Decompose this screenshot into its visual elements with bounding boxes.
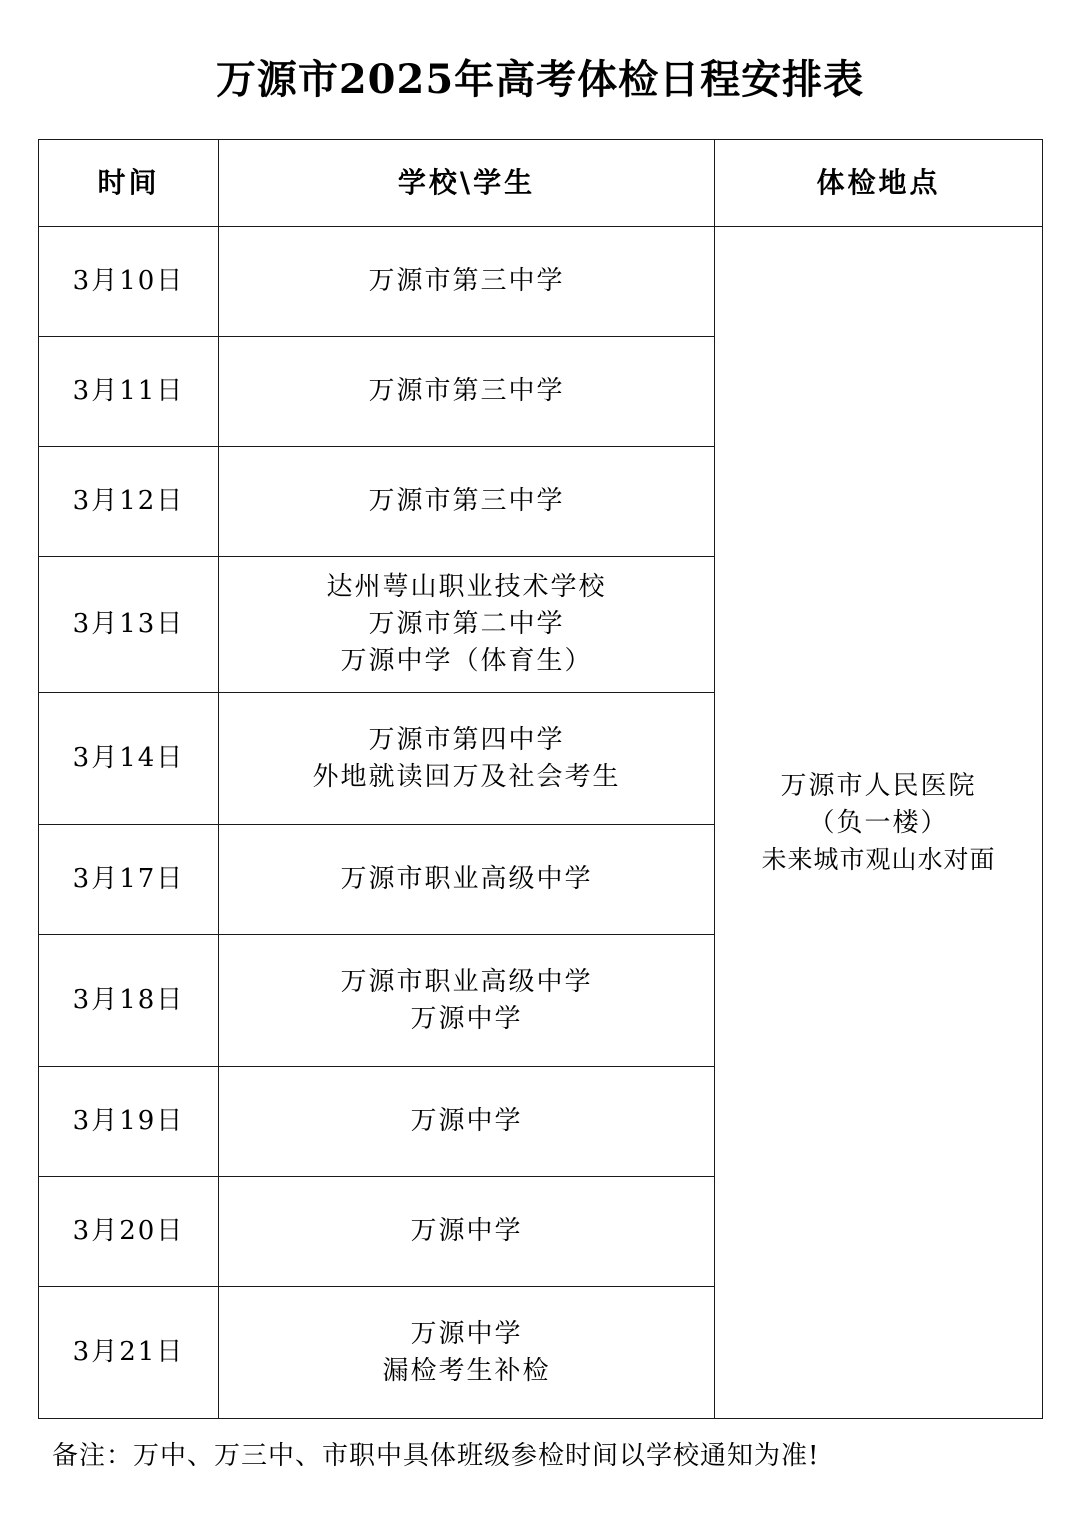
cell-time: 3月14日 — [39, 693, 219, 825]
cell-school — [219, 1287, 715, 1419]
cell-school-line: 漏检考生补检 — [382, 1355, 551, 1386]
cell-school — [219, 447, 715, 557]
cell-school — [219, 693, 715, 825]
schedule-table — [38, 139, 1043, 1419]
cell-time: 3月13日 — [39, 557, 219, 693]
cell-time: 3月10日 — [39, 227, 219, 337]
table-body — [39, 227, 1043, 1419]
cell-school-line: 万源中学 — [410, 1318, 523, 1349]
cell-school-line: 万源市第二中学 — [368, 609, 565, 640]
column-header-school: 学校\学生 — [219, 140, 715, 227]
column-header-place: 体检地点 — [715, 140, 1043, 227]
cell-time: 3月20日 — [39, 1177, 219, 1287]
cell-school-line: 万源中学 — [410, 1106, 523, 1137]
cell-time: 3月17日 — [39, 825, 219, 935]
cell-school-line: 万源市职业高级中学 — [340, 966, 593, 997]
column-header-time: 时间 — [39, 140, 219, 227]
page-title: 万源市2025年高考体检日程安排表 — [215, 56, 865, 103]
table-note: 备注：万中、万三中、市职中具体班级参检时间以学校通知为准! — [52, 1441, 820, 1471]
cell-school-line: 万源市第三中学 — [368, 266, 565, 297]
cell-school-line: 外地就读回万及社会考生 — [312, 761, 621, 792]
cell-school — [219, 825, 715, 935]
cell-school-line: 万源市第四中学 — [368, 724, 565, 755]
cell-place — [715, 227, 1043, 1419]
cell-school — [219, 337, 715, 447]
cell-school — [219, 1177, 715, 1287]
cell-school — [219, 227, 715, 337]
cell-time: 3月21日 — [39, 1287, 219, 1419]
cell-time: 3月19日 — [39, 1067, 219, 1177]
document-page — [0, 48, 1080, 1528]
cell-time: 3月12日 — [39, 447, 219, 557]
place-line-3: 未来城市观山水对面 — [761, 844, 996, 874]
table-header — [39, 140, 1043, 227]
cell-school-line: 万源市第三中学 — [368, 376, 565, 407]
place-line-2: （负一楼） — [808, 807, 949, 838]
cell-school — [219, 935, 715, 1067]
cell-school-line: 达州萼山职业技术学校 — [326, 572, 607, 603]
cell-school-line: 万源市第三中学 — [368, 486, 565, 517]
cell-school-line: 万源市职业高级中学 — [340, 864, 593, 895]
cell-time: 3月18日 — [39, 935, 219, 1067]
table-row — [39, 227, 1043, 337]
cell-time: 3月11日 — [39, 337, 219, 447]
cell-school — [219, 1067, 715, 1177]
place-line-1: 万源市人民医院 — [780, 770, 977, 801]
cell-school-line: 万源中学（体育生） — [340, 645, 593, 676]
cell-school — [219, 557, 715, 693]
cell-school-line: 万源中学 — [410, 1003, 523, 1034]
table-header-row — [39, 140, 1043, 227]
cell-school-line: 万源中学 — [410, 1216, 523, 1247]
